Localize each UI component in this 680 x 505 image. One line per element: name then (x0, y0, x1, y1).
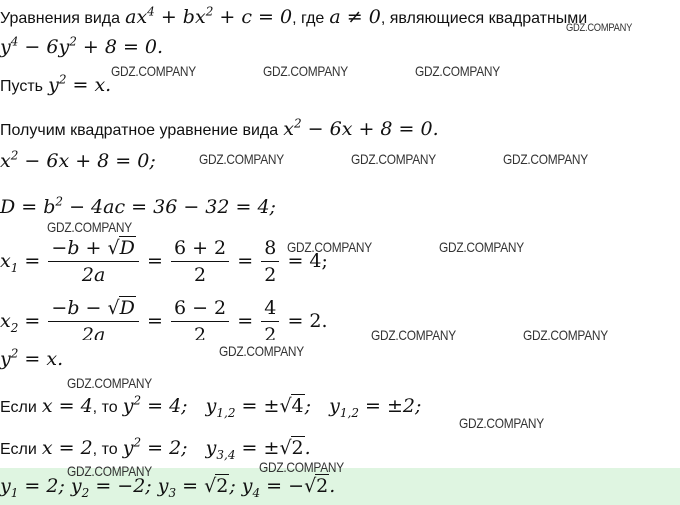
intro-line: Уравнения вида $ax^4 + bx^2 + c = 0$, где a ≠ 0, являющиеся квадратными (0, 4, 588, 28)
watermark: GDZ.COMPANY (523, 327, 608, 343)
case-x2: Если x = 2, то $y^2 = 2$; $y_{3,4} = \pm√2$. (0, 435, 311, 462)
watermark: GDZ.COMPANY (439, 239, 524, 255)
watermark: GDZ.COMPANY (503, 151, 588, 167)
case-x4: Если x = 4, то $y^2 = 4$; $y_{1,2} = \pm√4$; $y_{1,2} = \pm 2$; (0, 393, 422, 420)
x2-formula: $x_2$ = $\frac{-b - √D}{2a}$ = $\frac{6 - 2}{2}$ = $\frac{4}{2}$ = 2. (0, 296, 328, 340)
substitution-line: Пусть $y^2 = x$. (0, 72, 112, 96)
back-substitution: $y^2 = x$. (0, 346, 64, 370)
watermark: GDZ.COMPANY (67, 463, 152, 479)
watermark: GDZ.COMPANY (67, 375, 152, 391)
watermark: GDZ.COMPANY (287, 239, 372, 255)
x1-frac-values: $\frac{6 + 2}{2}$ (171, 237, 229, 286)
main-equation: $y^4 - 6y^2 + 8 = 0$. (0, 34, 164, 58)
x1-frac-general: $\frac{-b + √D}{2a}$ (48, 236, 138, 286)
watermark: GDZ.COMPANY (47, 219, 132, 235)
x2-frac-values: $\frac{6 - 2}{2}$ (171, 297, 229, 341)
answer-line: $y_1 = 2$; $y_2 = -2$; $y_3 = √2$; $y_4 = -√2$. (0, 475, 336, 500)
watermark: GDZ.COMPANY (219, 343, 304, 359)
discriminant-line: $D = b^2 - 4ac = 36 - 32 = 4$; (0, 194, 276, 218)
x2-frac-diff: $\frac{4}{2}$ (261, 297, 279, 341)
watermark: GDZ.COMPANY (199, 151, 284, 167)
quadratic-intro-line: Получим квадратное уравнение вида $x^2 - 6x + 8 = 0$. (0, 116, 439, 140)
watermark: GDZ.COMPANY (111, 63, 196, 79)
watermark: GDZ.COMPANY (351, 151, 436, 167)
x2-frac-general: $\frac{-b - √D}{2a}$ (48, 296, 138, 340)
watermark: GDZ.COMPANY (371, 327, 456, 343)
watermark: GDZ.COMPANY (263, 63, 348, 79)
x1-frac-sum: $\frac{8}{2}$ (261, 237, 279, 286)
x1-formula: $x_1$ = $\frac{-b + √D}{2a}$ = $\frac{6 + 2}{2}$ = $\frac{8}{2}$ = 4; (0, 236, 328, 286)
quadratic-equation: $x^2 - 6x + 8 = 0$; (0, 148, 156, 172)
watermark: GDZ.COMPANY (259, 459, 344, 475)
watermark: GDZ.COMPANY (415, 63, 500, 79)
watermark: GDZ.COMPANY (459, 415, 544, 431)
watermark: GDZ.COMPANY (566, 22, 633, 34)
